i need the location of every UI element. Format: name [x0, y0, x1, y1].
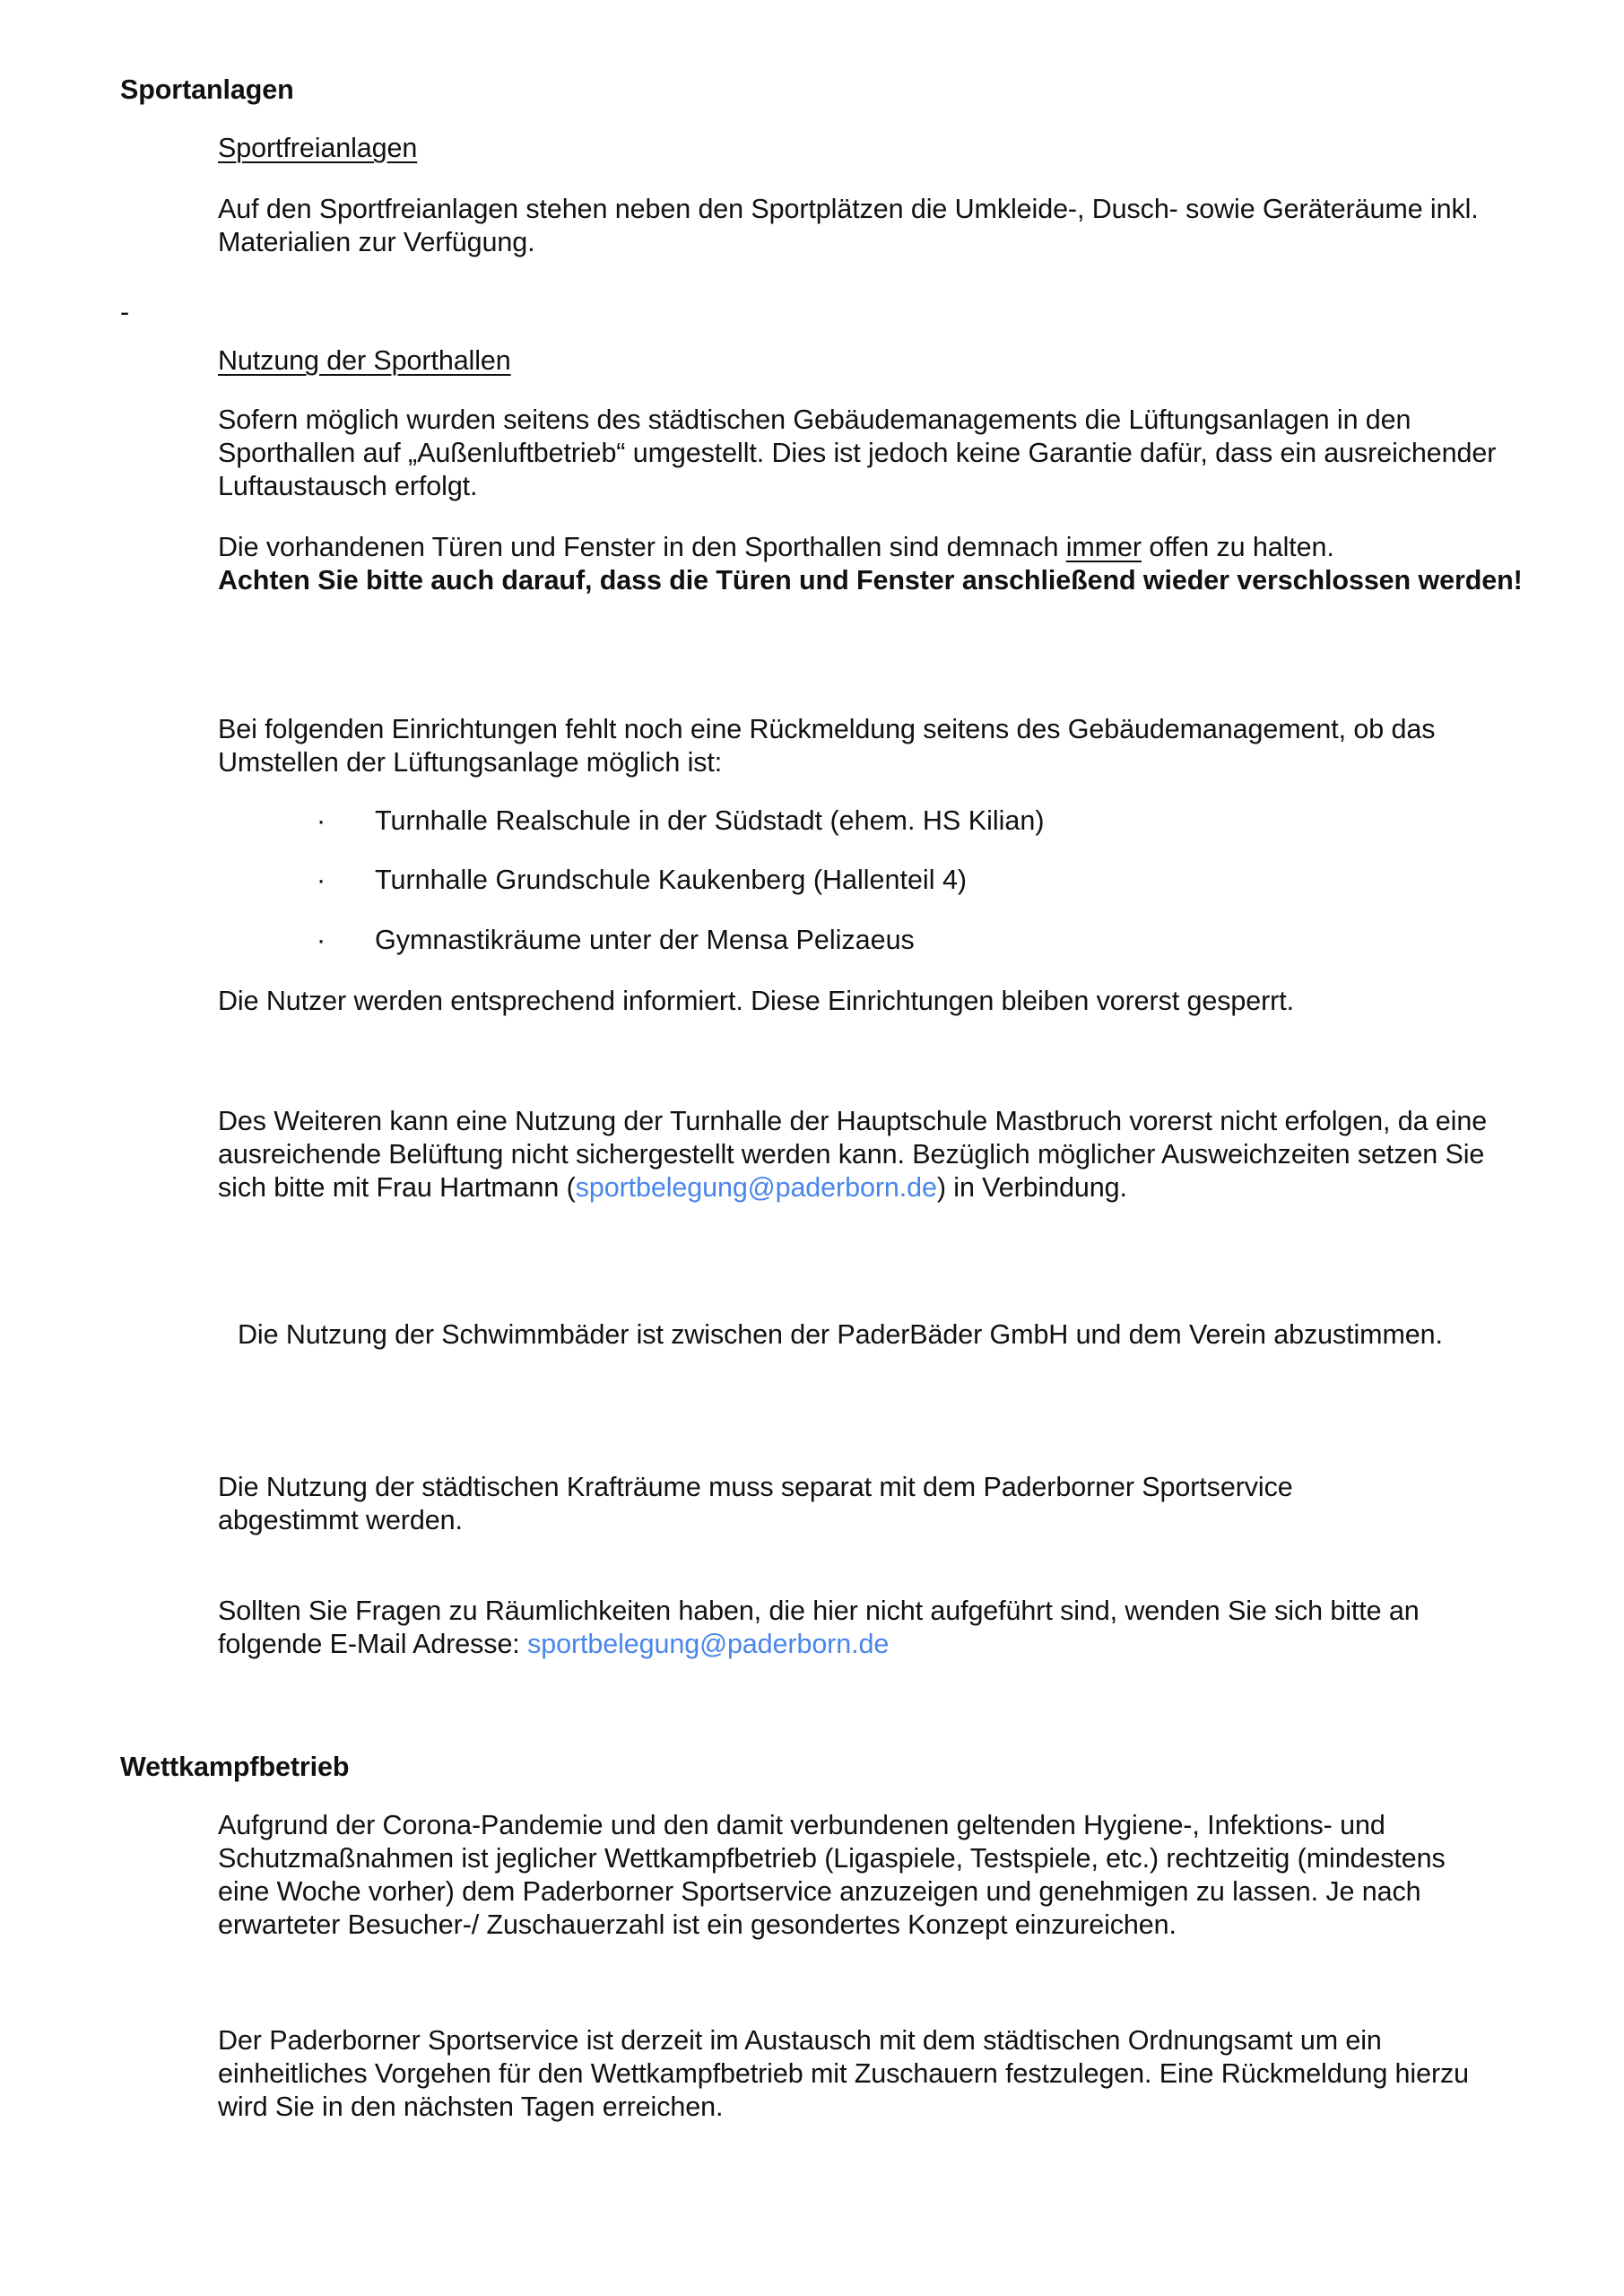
- bullet-icon: ·: [317, 865, 326, 895]
- dash-marker: -: [120, 297, 130, 327]
- paragraph-fragen: [218, 1595, 1527, 1661]
- section-heading-sportanlagen: Sportanlagen: [120, 74, 294, 105]
- paragraph-tueren-fenster: [218, 531, 1527, 597]
- paragraph-wettkampf-zuschauer: Der Paderborner Sportservice ist derzeit im Austausch mit dem städtischen Ordnungsamt um ein einheitliches Vorgehen für den Wettkampfbetrieb mit Zuschauern festzulegen. Eine Rückmeldung hierzu wird Sie in den nächsten Tagen erreichen.: [218, 2025, 1470, 2122]
- paragraph-lueftung: Sofern möglich wurden seitens des städtischen Gebäudemanagements die Lüftungsanlagen in den Sporthallen auf „Außenluftbetrieb“ umgestellt. Dies ist jedoch keine Garantie dafür, dass ein ausreichender Luftaustausch erfolgt.: [218, 404, 1497, 501]
- mastbruch-text-after: ) in Verbindung.: [936, 1172, 1127, 1203]
- paragraph-sportfreianlagen: Auf den Sportfreianlagen stehen neben den Sportplätzen die Umkleide-, Dusch- sowie Geräteräume inkl. Materialien zur Verfügung.: [218, 194, 1479, 257]
- fragen-text: Sollten Sie Fragen zu Räumlichkeiten haben, die hier nicht aufgeführt sind, wenden Sie sich bitte an folgende E-Mail Adresse:: [218, 1596, 1420, 1659]
- mastbruch-text-before: Des Weiteren kann eine Nutzung der Turnhalle der Hauptschule Mastbruch vorerst nicht erfolgen, da eine ausreichende Belüftung nicht sichergestellt werden kann. Bezüglich möglicher Ausweichzeiten setzen Sie sich bitte mit Frau Hartmann (: [218, 1106, 1488, 1203]
- paragraph-mastbruch: [218, 1105, 1527, 1205]
- list-item-text: Turnhalle Grundschule Kaukenberg (Hallenteil 4): [375, 865, 968, 895]
- tueren-text-before: Die vorhandenen Türen und Fenster in den Sporthallen sind demnach: [218, 532, 1066, 562]
- paragraph-wettkampf-anzeige: Aufgrund der Corona-Pandemie und den damit verbundenen geltenden Hygiene-, Infektions- und Schutzmaßnahmen ist jeglicher Wettkampfbetrieb (Ligaspiele, Testspiele, etc.) rechtzeitig (mindestens eine Woche vorher) dem Paderborner Sportservice anzuzeigen und genehmigen zu lassen. Je nach erwarteter Besucher-/ Zuschauerzahl ist ein gesondertes Konzept einzureichen.: [218, 1810, 1446, 1940]
- emphasis-immer: immer: [1065, 532, 1142, 562]
- bullet-icon: ·: [317, 925, 326, 955]
- tueren-text-after: offen zu halten.: [1141, 532, 1334, 562]
- paragraph-pending-intro: Bei folgenden Einrichtungen fehlt noch eine Rückmeldung seitens des Gebäudemanagement, ob das Umstellen der Lüftungsanlage möglich ist:: [218, 714, 1436, 778]
- list-item-text: Turnhalle Realschule in der Südstadt (ehem. HS Kilian): [375, 805, 1045, 836]
- paragraph-kraftraeume: Die Nutzung der städtischen Krafträume muss separat mit dem Paderborner Sportservice abgestimmt werden.: [218, 1472, 1293, 1535]
- list-item-text: Gymnastikräume unter der Mensa Pelizaeus: [375, 925, 915, 955]
- bullet-icon: ·: [317, 805, 326, 836]
- bold-warning: Achten Sie bitte auch darauf, dass die Türen und Fenster anschließend wieder verschlossen werden!: [218, 565, 1523, 596]
- email-link-fragen[interactable]: sportbelegung@paderborn.de: [527, 1629, 890, 1659]
- paragraph-pending-note: Die Nutzer werden entsprechend informiert. Diese Einrichtungen bleiben vorerst gesperrt.: [218, 986, 1294, 1016]
- subheading-sporthallen: Nutzung der Sporthallen: [218, 345, 511, 376]
- section-heading-wettkampfbetrieb: Wettkampfbetrieb: [120, 1752, 350, 1782]
- subheading-sportfreianlagen: Sportfreianlagen: [218, 133, 418, 163]
- email-link-sportbelegung[interactable]: sportbelegung@paderborn.de: [575, 1172, 937, 1203]
- paragraph-schwimmbaeder: Die Nutzung der Schwimmbäder ist zwischen der PaderBäder GmbH und dem Verein abzustimmen.: [238, 1319, 1443, 1350]
